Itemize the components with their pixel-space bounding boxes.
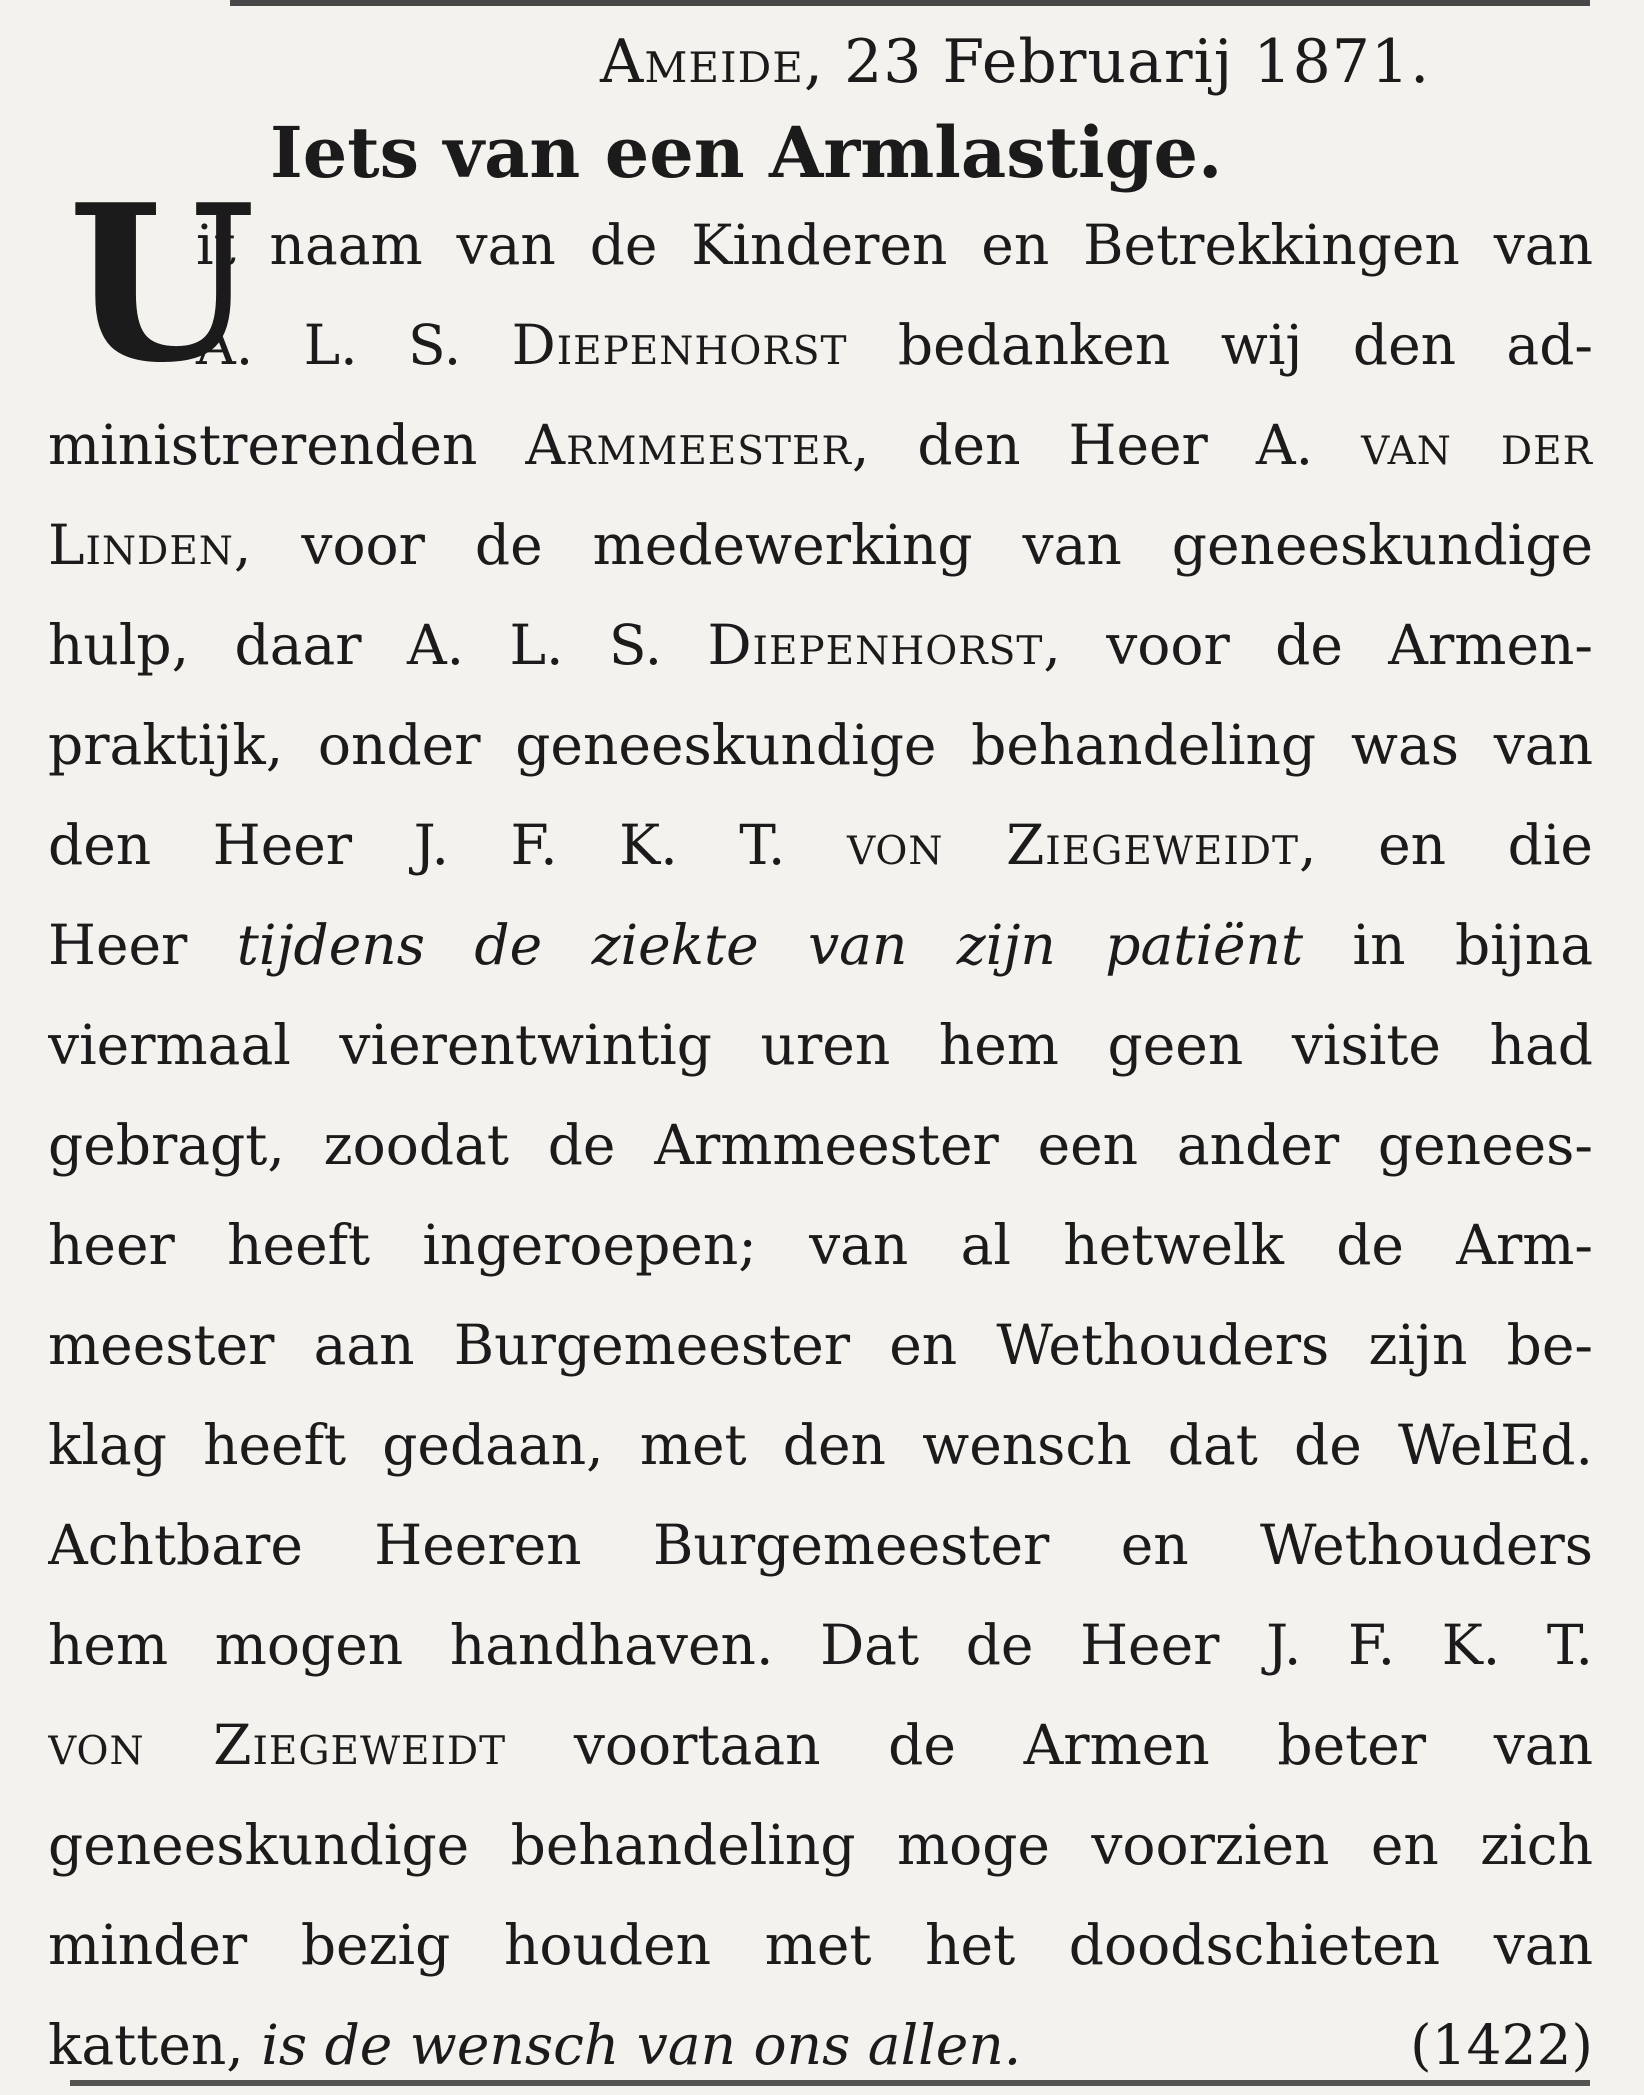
name-smallcaps: van der [1361, 413, 1593, 477]
line-text: in bijna [1303, 913, 1593, 977]
top-rule [230, 0, 1590, 6]
line-text: , voor de Armen- [1043, 613, 1593, 677]
article-line [48, 1595, 1593, 1695]
line-text: heer heeft ingeroepen; van al hetwelk de Arm- [48, 1213, 1593, 1277]
article-line [48, 1395, 1593, 1495]
italic-text: tijdens de ziekte van zijn patiënt [236, 913, 1304, 977]
article-line [48, 395, 1593, 495]
dateline-date: , 23 Februarij 1871. [803, 27, 1431, 97]
line-text: ministrerenden [48, 413, 526, 477]
article-line [48, 995, 1593, 1095]
line-text: it naam van de Kinderen en Betrekkingen van [196, 213, 1593, 277]
article-line [48, 1895, 1593, 1995]
article-line [48, 1295, 1593, 1395]
line-text: viermaal vierentwintig uren hem geen visite had [48, 1013, 1593, 1077]
italic-text: is de wensch van ons allen. [261, 2013, 1022, 2077]
line-text: klag heeft gedaan, met den wensch dat de WelEd. [48, 1413, 1593, 1477]
line-text: A. L. S. [196, 313, 512, 377]
line-text: hem mogen handhaven. Dat de Heer J. F. K. T. [48, 1613, 1593, 1677]
line-text: Heer [48, 913, 237, 977]
line-text: , voor de medewerking van geneeskundige [233, 513, 1593, 577]
article-body [48, 157, 1593, 2095]
name-smallcaps: von Ziegeweidt [846, 813, 1300, 877]
drop-cap: U [68, 157, 256, 410]
bottom-rule [70, 2080, 1590, 2086]
line-text: bedanken wij den ad- [847, 313, 1593, 377]
line-text: , den Heer A. [851, 413, 1362, 477]
name-smallcaps: von Ziegeweidt [48, 1713, 507, 1777]
article-line [48, 195, 1593, 295]
article-line [48, 295, 1593, 395]
article-line [48, 1495, 1593, 1595]
article-title: Iets van een Armlastige. [270, 111, 1223, 194]
article-line [48, 1195, 1593, 1295]
dateline [600, 22, 1520, 102]
line-text: katten, [48, 2013, 262, 2077]
line-text: hulp, daar A. L. S. [48, 613, 708, 677]
article-line [48, 895, 1593, 995]
line-text: minder bezig houden met het doodschieten van [48, 1913, 1593, 1977]
dateline-place: Ameide [600, 27, 804, 97]
line-text: geneeskundige behandeling moge voorzien en zich [48, 1813, 1593, 1877]
name-smallcaps: Diepenhorst [707, 613, 1044, 677]
line-text: praktijk, onder geneeskundige behandeling was van [48, 713, 1593, 777]
article-line [48, 495, 1593, 595]
line-text: meester aan Burgemeester en Wethouders zijn be- [48, 1313, 1593, 1377]
article-line [48, 1095, 1593, 1195]
name-smallcaps: Linden [48, 513, 234, 577]
line-text: den Heer J. F. K. T. [48, 813, 847, 877]
line-text: voortaan de Armen beter van [506, 1713, 1593, 1777]
article-line [48, 595, 1593, 695]
article-line [48, 795, 1593, 895]
name-smallcaps: Diepenhorst [511, 313, 848, 377]
reference-number: (1422) [1410, 2013, 1593, 2077]
line-text: , en die [1299, 813, 1593, 877]
article-line [48, 695, 1593, 795]
line-text: gebragt, zoodat de Armmeester een ander genees- [48, 1113, 1593, 1177]
name-smallcaps: Armmeester [525, 413, 852, 477]
article-line [48, 1695, 1593, 1795]
line-text: Achtbare Heeren Burgemeester en Wethouders [48, 1513, 1593, 1577]
article-line [48, 1795, 1593, 1895]
